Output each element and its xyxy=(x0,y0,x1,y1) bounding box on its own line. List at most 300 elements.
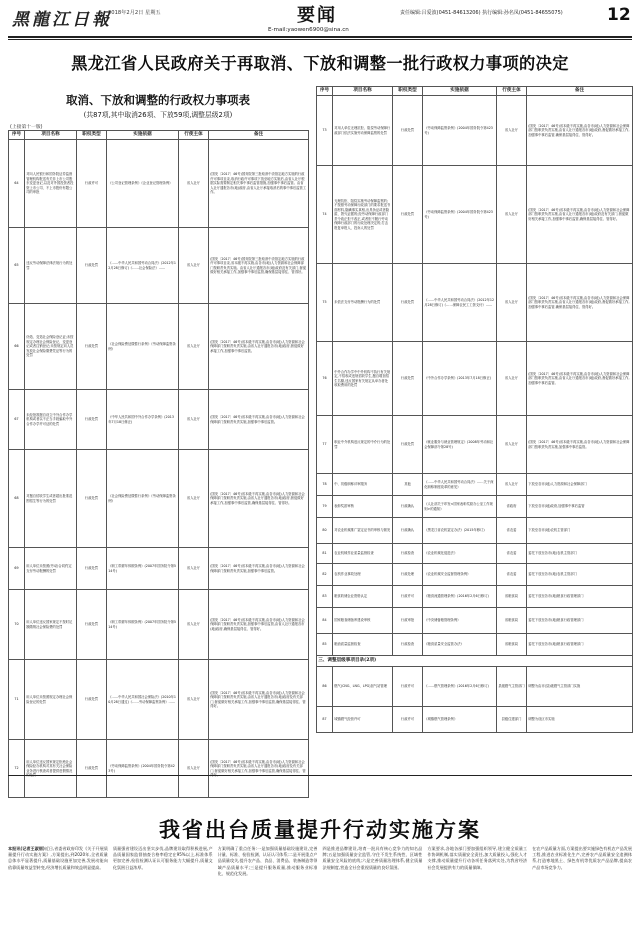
col-header-body: 行使主体 xyxy=(497,87,527,96)
item-name: 用人单位未按照规定办理社会保险登记的处罚 xyxy=(26,695,73,704)
row-number-cell xyxy=(317,707,333,733)
legal-basis: 《……中华人民共和国社会保险法》(2010年10月28日通过)《……劳动保障监察条例》…… xyxy=(108,695,177,704)
legal-basis-cell xyxy=(423,667,497,707)
row-number: 67 xyxy=(14,417,19,422)
remarks-cell xyxy=(527,667,633,707)
article-column xyxy=(532,846,632,930)
item-name: 对擅自招收学生或者超出批准范围招生等行为的处罚 xyxy=(26,494,73,503)
remarks: 委托下放至各市(地)粮食行政管理部门 xyxy=(528,618,584,623)
row-number: 83 xyxy=(322,594,327,599)
col-header-basis: 实施依据 xyxy=(107,131,179,140)
executing-body-cell xyxy=(497,96,527,166)
power-type: 行政检查 xyxy=(400,551,415,556)
power-type-cell xyxy=(393,96,423,166)
executing-body: 省农委 xyxy=(506,528,517,533)
remarks-cell xyxy=(527,166,633,264)
article-paragraph: 在农产品质量方面,方案提出要实施绿色有机农产品发展工程,推进农业标准化生产,完善农产品质量安全追溯体系,打造寒地黑土、绿色有机等优质农产品品牌,提高农产品市场竞争力。 xyxy=(532,846,632,870)
power-type-cell xyxy=(393,264,423,342)
executing-body-cell xyxy=(497,667,527,707)
table-row xyxy=(9,590,309,660)
remarks-cell xyxy=(209,548,309,590)
legal-basis-cell xyxy=(107,390,179,450)
legal-basis-cell xyxy=(107,228,179,304)
item-name: 无理抗拒、阻挠实施劳动保障监察的;不按照劳动保障行政部门的要求报送书面材料,隐瞒事实真相,出具伪证或者隐匿、毁灭证据的;经劳动保障行政部门责令改正拒不改正,或者拒不履行劳动保障行政部门的行政处理决定的;打击报复举报人、投诉人的处罚 xyxy=(334,198,391,230)
table-row xyxy=(9,228,309,304)
legal-basis-cell xyxy=(423,634,497,656)
power-type-cell xyxy=(393,608,423,634)
item-name: 用人单位未按照(劳动)合同约定支付劳动报酬的处罚 xyxy=(26,564,72,573)
executing-body-cell xyxy=(497,608,527,634)
table-header-row xyxy=(9,131,309,140)
item-name-cell xyxy=(333,608,393,634)
table-row xyxy=(317,564,633,586)
row-number-cell xyxy=(317,416,333,474)
legal-basis-cell xyxy=(423,166,497,264)
item-name-cell xyxy=(333,496,393,518)
item-name: 职业中介机构违反规定的中介行为的处罚 xyxy=(334,440,391,449)
remarks: 委托下放至各市(地)农机主管部门 xyxy=(528,551,577,556)
executing-body: 省人社厅 xyxy=(186,181,201,186)
power-type: 其他 xyxy=(404,482,411,487)
executing-body: 县级住建部门 xyxy=(501,717,522,722)
table-row xyxy=(317,474,633,496)
item-name-cell xyxy=(25,304,77,390)
power-type-cell xyxy=(393,416,423,474)
legal-basis: 《社会保险费征缴暂行条例》《劳动保障监察条例》 xyxy=(108,494,176,503)
item-name: 国家粮食储备库建设审核 xyxy=(334,618,371,623)
executing-body: 省农委 xyxy=(506,551,517,556)
legal-basis-cell xyxy=(107,304,179,390)
power-type: 行政处理 xyxy=(400,572,415,577)
legal-basis-cell xyxy=(107,590,179,660)
col-header-note: 备注 xyxy=(209,131,309,140)
legal-basis-cell xyxy=(107,548,179,590)
power-type: 行政处罚 xyxy=(400,212,415,217)
executing-body: 省人社厅 xyxy=(186,417,201,422)
power-type: 行政许可 xyxy=(400,717,415,722)
item-name: 粮油质量监督检查 xyxy=(334,642,361,647)
item-name-cell xyxy=(333,586,393,608)
row-number: 66 xyxy=(14,344,19,349)
legal-basis: 《劳动保障监察条例》(2004年国务院令第423号) xyxy=(424,210,493,219)
legal-basis-cell xyxy=(107,740,179,798)
item-name-cell xyxy=(333,342,393,416)
item-name-cell xyxy=(25,228,77,304)
row-number: 73 xyxy=(322,128,327,133)
row-number: 77 xyxy=(322,442,327,447)
row-number: 78 xyxy=(322,482,327,487)
row-number-cell xyxy=(9,140,25,228)
article-column xyxy=(218,846,318,930)
legal-basis-cell xyxy=(423,564,497,586)
executing-body: 县级燃气主管部门 xyxy=(498,684,525,689)
item-name: 用人单位违反国家规定拒绝社会保险经办机构对其有关社会保险业务进行核查或者提供虚假情况 xyxy=(26,759,73,773)
remarks-cell xyxy=(209,304,309,390)
table-row xyxy=(317,608,633,634)
table-body-right xyxy=(317,96,633,656)
power-type: 行政确认 xyxy=(400,528,415,533)
item-name: 中外合作办学中中外机构不执行有关规定,不招收或违规招收学生,擅自增加招生名额,违反国家有关规定从举办者处收取费用的处罚 xyxy=(334,369,391,387)
table-row xyxy=(317,586,633,608)
legal-basis: 《劳动保障监察条例》(2004年国务院令第423号) xyxy=(108,764,175,773)
table-row xyxy=(317,342,633,416)
item-name: 农业机械作业质量监督检查 xyxy=(334,551,374,556)
legal-basis-cell xyxy=(423,416,497,474)
remarks-cell xyxy=(209,590,309,660)
table-row xyxy=(9,450,309,548)
power-type: 行政处罚 xyxy=(84,566,99,571)
item-name-cell xyxy=(333,667,393,707)
item-name: 违反劳动保障法律法规行为的处罚 xyxy=(26,261,73,270)
row-number-cell xyxy=(317,96,333,166)
remarks: 下放至各市(地)政府,加强事中事后监管 xyxy=(528,504,585,509)
executing-body: 省人社厅 xyxy=(186,496,201,501)
row-number: 84 xyxy=(322,618,327,623)
section-email: E-mail:yaowen6900@sina.cn xyxy=(268,27,349,33)
row-number-cell xyxy=(9,390,25,450)
table-row xyxy=(9,740,309,798)
article-column xyxy=(427,846,527,930)
item-name: 伪造、变造社会保险登记证;未按规定办理社会保险登记、变更登记或者注销登记;未按规定向人员发放社会保险缴费凭证等行为的处罚 xyxy=(26,335,74,358)
legal-basis: 《……中华人民共和国劳动合同法》……关于深化职称制度改革的意见》 xyxy=(424,480,494,489)
remarks-cell xyxy=(209,740,309,798)
power-type-cell xyxy=(77,548,107,590)
executing-body-cell xyxy=(497,544,527,564)
legal-basis: 《农业机械安全监督管理条例》 xyxy=(424,572,471,577)
row-number: 70 xyxy=(14,622,19,627)
col-header-no: 序号 xyxy=(9,131,25,140)
article-paragraph: 方案明确了重点任务:一是加强质量基础设施建设,完善计量、标准、检验检测、认证认可体系;二是开展重点产品质量攻关,提升农产品、食品、消费品、装备制造等领域产品质量水平;三是提升服务质量,推动服务业标准化、规范化发展。 xyxy=(217,846,318,876)
executing-body: 省粮食局 xyxy=(504,618,519,623)
remarks: (国发〔2017〕46号)省本级不再实施,由各市(地)人力资源和社会保障部门按职责负责实施,由省人社厅通报各市(地)政府,督促做好承接工作,加强事中事后监管。 xyxy=(210,339,305,353)
executing-body: 省农委 xyxy=(506,572,517,577)
item-name-cell xyxy=(333,634,393,656)
article-title: 我省出台质量提升行动实施方案 xyxy=(159,818,481,842)
executing-body-cell xyxy=(179,548,209,590)
article-paragraph: 方案要求,各地各部门要加强组织领导,建立健全质量工作协调机制,落实质量安全责任,加大质量投入,强化人才支撑,推动质量提升行动各项任务落到实处,为我省经济社会发展提供有力的质量保障。 xyxy=(427,846,528,870)
legal-basis: 《社会保险费征缴暂行条例》《劳动保障监察条例》 xyxy=(108,342,176,351)
remarks-cell xyxy=(209,228,309,304)
executing-body-cell xyxy=(179,228,209,304)
row-number: 71 xyxy=(14,697,19,702)
row-number-cell xyxy=(317,667,333,707)
item-name-cell xyxy=(333,707,393,733)
table-row xyxy=(317,416,633,474)
row-number: 64 xyxy=(14,181,19,186)
remarks-cell xyxy=(527,707,633,733)
remarks-cell xyxy=(527,586,633,608)
legal-basis-cell xyxy=(107,140,179,228)
col-header-note: 备注 xyxy=(527,87,633,96)
row-number-cell xyxy=(317,496,333,518)
item-name: 对农业机械推广鉴定证书的审核与颁发 xyxy=(334,528,391,533)
item-name-cell xyxy=(333,474,393,496)
row-number-cell xyxy=(317,342,333,416)
executing-body: 省人社厅 xyxy=(186,344,201,349)
power-type-cell xyxy=(393,166,423,264)
remarks-cell xyxy=(527,96,633,166)
remarks-cell xyxy=(209,450,309,548)
article-body xyxy=(8,846,632,930)
article-column xyxy=(8,846,108,930)
power-type-cell xyxy=(393,474,423,496)
power-items-table-left xyxy=(8,130,309,798)
row-number-cell xyxy=(9,228,25,304)
power-type-cell xyxy=(393,667,423,707)
remarks: (国发〔2017〕46号)省本级不再实施,由各市(地)人力资源和社会保障部门按职责负责实施,由省人社厅通报各市(地)政府及有关部门,督促做好相关承接工作,加强事中事后监管,确保基层接得住、管得好。 xyxy=(528,207,630,221)
row-number: 74 xyxy=(322,212,327,217)
legal-basis: 《黑龙江省农机鉴定办法》(2015年修订) xyxy=(424,528,485,533)
remarks: (国发〔2017〕46号)国务院第三批取消中央指定地方实施的行政许可事项目录,取消行政许可事项下放至地方实施后,由省人社厅根据实际需要制定相关事中事后监管措施,加强事中事后监管。由省人社厅通报各市(地)政府,由省人社厅承接取消后的事中事后监管工作。 xyxy=(210,172,307,195)
article-paragraph: 质量强省建设迈出坚实步伐,品牌建设取得积极进展,产品质量国家监督抽查合格率稳定在95%以上,标准体系更加完善,检验检测认证认可服务能力大幅提升,质量文化氛围日益浓厚。 xyxy=(112,846,213,870)
legal-basis: 《中华人民共和国中外合作办学条例》(2013年7月18日修正) xyxy=(108,415,174,424)
power-type-cell xyxy=(393,544,423,564)
item-name-cell xyxy=(25,660,77,740)
legal-basis: 《……中华人民共和国劳动合同法》(2012年12月28日修订)《……保障农民工工资支付》…… xyxy=(424,298,495,307)
item-name: 未经批准擅自设立中外合作办学机构或者以不正当手段骗取中外合作办学许可证的处罚 xyxy=(26,412,73,426)
executing-body: 省人社厅 xyxy=(504,482,519,487)
executing-body-cell xyxy=(497,564,527,586)
article-column xyxy=(322,846,422,930)
power-type-cell xyxy=(77,228,107,304)
remarks: 下放至各市(地)农机主管部门 xyxy=(528,528,571,533)
col-header-body: 行使主体 xyxy=(179,131,209,140)
power-type: 行政处罚 xyxy=(400,300,415,305)
row-number: 87 xyxy=(322,717,327,722)
power-type: 行政处罚 xyxy=(84,417,99,422)
item-name-cell xyxy=(333,544,393,564)
remarks: 委托下放至各市(地)农机主管部门 xyxy=(528,572,577,577)
continuation-note: (上接第十一版) xyxy=(10,125,43,130)
item-name-cell xyxy=(333,416,393,474)
executing-body-cell xyxy=(179,390,209,450)
row-number-cell xyxy=(317,608,333,634)
table-row xyxy=(9,140,309,228)
legal-basis: 《就业服务与就业管理规定》(2008年劳动和社会保障部令第28号) xyxy=(424,440,494,449)
remarks: (国发〔2017〕46号)省本级不再实施,由各市(地)人力资源和社会保障部门按职责负责实施,加强事中事后监管,由省人社厅通报各市(地)政府,确保基层接得住、管得好。 xyxy=(210,617,305,631)
table-row xyxy=(317,96,633,166)
legal-basis: 《中央储备粮管理条例》 xyxy=(424,618,461,623)
remarks: (国发〔2017〕46号)省本级不再实施,由各市(地)人力资源和社会保障部门按职责负责实施,加强事中事后监管。 xyxy=(528,440,630,449)
remarks: 委托下放至各市(地)粮食行政管理部门 xyxy=(528,642,584,647)
remarks-cell xyxy=(527,544,633,564)
col-header-name: 项目名称 xyxy=(25,131,77,140)
item-name: 粮食收储企业资格认定 xyxy=(334,594,368,599)
power-type-cell xyxy=(393,518,423,544)
masthead-rule-thin xyxy=(8,39,632,40)
table-body-adjust xyxy=(317,667,633,733)
row-number: 81 xyxy=(322,551,327,556)
power-items-table-right xyxy=(316,86,633,733)
col-header-name: 项目名称 xyxy=(333,87,393,96)
section3-heading xyxy=(317,656,633,667)
table-row xyxy=(9,390,309,450)
row-number-cell xyxy=(9,548,25,590)
executing-body: 省人社厅 xyxy=(186,622,201,627)
executing-body-cell xyxy=(497,342,527,416)
power-type-cell xyxy=(393,342,423,416)
item-name: 燃气(CNG、LNG、LPG)加气站管理 xyxy=(334,684,387,689)
item-name-cell xyxy=(333,518,393,544)
executing-body: 省人社厅 xyxy=(504,212,519,217)
table-row xyxy=(9,660,309,740)
executing-body: 省人社厅 xyxy=(186,566,201,571)
row-number-cell xyxy=(9,304,25,390)
section3-label: 三、调整层级事项目录(2项) xyxy=(317,656,633,667)
row-number-cell xyxy=(9,590,25,660)
legal-basis-cell xyxy=(423,544,497,564)
power-type: 行政处罚 xyxy=(84,344,99,349)
row-number: 68 xyxy=(14,496,19,501)
item-name-cell xyxy=(333,166,393,264)
power-type: 行政处罚 xyxy=(400,442,415,447)
legal-basis: 《中外合作办学条例》(2013年7月18日修正) xyxy=(424,376,491,381)
row-number-cell xyxy=(317,564,333,586)
executing-body: 省政府 xyxy=(506,504,517,509)
power-type: 行政许可 xyxy=(400,684,415,689)
row-number-cell xyxy=(317,264,333,342)
row-number-cell xyxy=(9,740,25,798)
legal-basis: 《职工带薪年休假条例》(2007年国务院令第514号) xyxy=(108,620,177,629)
row-number: 75 xyxy=(322,300,327,305)
table-row xyxy=(317,634,633,656)
row-number: 79 xyxy=(322,504,327,509)
executing-body: 省人社厅 xyxy=(186,263,201,268)
remarks: 调整为由市(县)级燃气主管部门实施 xyxy=(528,684,581,689)
executing-body-cell xyxy=(497,166,527,264)
col-header-basis: 实施依据 xyxy=(423,87,497,96)
legal-basis-cell xyxy=(423,96,497,166)
power-type: 行政处罚 xyxy=(84,766,99,771)
item-name: 表彰奖励审核 xyxy=(334,504,354,509)
table-header-row xyxy=(317,87,633,96)
power-type: 行政检查 xyxy=(400,642,415,647)
masthead-rule xyxy=(8,36,632,38)
item-name-cell xyxy=(25,590,77,660)
power-type-cell xyxy=(77,140,107,228)
remarks: (国发〔2017〕46号)省本级不再实施,由各市(地)人力资源和社会保障部门按职责负责实施,由省人社厅通报各市(地)政府,督促做好承接工作,加强事中事后监管,确保基层接得住、管得好。 xyxy=(528,123,630,137)
item-name-cell xyxy=(25,548,77,590)
remarks-cell xyxy=(527,496,633,518)
power-type-cell xyxy=(77,304,107,390)
item-name-cell xyxy=(25,740,77,798)
power-type-cell xyxy=(393,564,423,586)
list-subtitle: (共87项,其中取消26项、下放59项,调整层级2项) xyxy=(83,111,233,119)
table-row xyxy=(317,707,633,733)
legal-basis: 《公司登记管理条例》《企业登记管理条例》 xyxy=(108,181,173,186)
remarks: (国发〔2017〕46号)省本级不再实施,由各市(地)人力资源和社会保障部门按职责负责实施,由省人社厅通报各市(地)政府及有关部门,督促做好相关承接工作,加强事中事后监管,确保基层接得住、管 xyxy=(210,759,306,773)
remarks: (国发〔2017〕46号)省本级不再实施,由各市(地)人力资源和社会保障部门按职责负责实施,由省人社厅通报各市(地)政府,督促做好承接工作,加强事中事后监管,确保基层接得住、管得好。 xyxy=(528,295,630,309)
table-row xyxy=(9,304,309,390)
legal-basis-cell xyxy=(423,586,497,608)
remarks-cell xyxy=(527,518,633,544)
legal-basis-cell xyxy=(423,496,497,518)
col-header-no: 序号 xyxy=(317,87,333,96)
executing-body-cell xyxy=(497,416,527,474)
item-name-cell xyxy=(25,140,77,228)
executing-body-cell xyxy=(497,518,527,544)
article-paragraph: 近日,省委省政府印发《关于开展质量提升行动实施方案》,方案提出,到2020年,全省质量总体水平显著提升,质量基础设施更加完善,发展动能向依靠质量效益型转变,经济增长质量和效益明显提高。 xyxy=(8,846,108,870)
legal-basis: 《城镇燃气管理条例》 xyxy=(424,717,458,722)
legal-basis: 《……燃气管理条例》(2016年2月6日修订) xyxy=(424,684,489,689)
remarks: (国发〔2017〕46号)省本级不再实施,由各市(地)人力资源和社会保障部门按职责负责实施,由省人社厅通报各市(地)政府,督促做好承接工作,加强事中事后监管,确保基层接得住、管得好。 xyxy=(210,491,305,505)
power-type: 行政确认 xyxy=(400,504,415,509)
article-column xyxy=(113,846,213,930)
legal-basis: 《劳动保障监察条例》(2004年国务院令第423号) xyxy=(424,126,493,135)
item-name: 对向人民银行和国务院证券监督管理机构报送有关非上市公司股东变更登记,以及对外国投资者投资上市公司、不上市股份有限公司的审批 xyxy=(26,172,74,195)
section-name: 要闻 xyxy=(297,5,337,26)
remarks-cell xyxy=(527,634,633,656)
row-number: 65 xyxy=(14,263,19,268)
item-name-cell xyxy=(25,390,77,450)
row-number-cell xyxy=(317,166,333,264)
power-type-cell xyxy=(393,496,423,518)
legal-basis-cell xyxy=(423,707,497,733)
power-type-cell xyxy=(77,740,107,798)
table-row xyxy=(317,264,633,342)
executing-body-cell xyxy=(497,707,527,733)
row-number: 80 xyxy=(322,528,327,533)
item-name-cell xyxy=(25,450,77,548)
executing-body-cell xyxy=(179,590,209,660)
power-type: 行政处罚 xyxy=(84,496,99,501)
row-number-cell xyxy=(317,518,333,544)
power-type: 行政处罚 xyxy=(84,622,99,627)
row-number-cell xyxy=(9,660,25,740)
remarks-cell xyxy=(209,660,309,740)
row-number-cell xyxy=(317,474,333,496)
table-row xyxy=(317,667,633,707)
legal-basis: 《粮食流通管理条例》(2016年2月6日修订) xyxy=(424,594,489,599)
executing-body-cell xyxy=(179,740,209,798)
executing-body: 省人社厅 xyxy=(186,766,201,771)
power-type-cell xyxy=(77,390,107,450)
legal-basis: 《……中华人民共和国劳动合同法》(2012年12月28日修订)《……社会保险法》…… xyxy=(108,261,177,270)
remarks-cell xyxy=(527,608,633,634)
power-type-cell xyxy=(393,707,423,733)
remarks: 调整为设区市实施 xyxy=(528,717,555,722)
executing-body: 省人社厅 xyxy=(504,128,519,133)
remarks: (国发〔2017〕46号)省本级不再实施,由各市(地)人力资源和社会保障部门按职责负责实施,由省人社厅通报各市(地)政府及有关部门,督促做好相关承接工作,加强事中事后监管,确保基层接得住、管得好。 xyxy=(210,690,306,708)
executing-body: 省粮食局 xyxy=(504,642,519,647)
article-paragraph: 四是推进品牌建设,培育一批具有核心竞争力的知名品牌;五是加强质量安全监管,守住不发生系统性、区域性质量安全风险的底线;六是完善质量治理体系,健全质量法规制度,营造全社会重视质量的良好氛围。 xyxy=(322,846,423,870)
remarks: (国发〔2017〕46号)省本级不再实施,由各市(地)人力资源和社会保障部门按职责负责实施,加强事中事后监管。 xyxy=(210,415,305,424)
power-type-cell xyxy=(77,590,107,660)
row-number: 82 xyxy=(322,572,327,577)
section-row xyxy=(317,656,633,667)
power-type-cell xyxy=(77,450,107,548)
row-number: 72 xyxy=(14,766,19,771)
article-divider xyxy=(8,775,632,776)
item-name: 对用人单位无理抗拒、阻挠劳动保障行政部门依法实施劳动保障监察的处罚 xyxy=(334,126,391,135)
remarks: (国发〔2017〕46号)省本级不再实施,由各市(地)人力资源和社会保障部门按职责负责实施,加强事中事后监管。 xyxy=(210,564,305,573)
power-type: 行政处罚 xyxy=(400,128,415,133)
power-type: 行政处罚 xyxy=(400,376,415,381)
item-name: 未依法支付劳动报酬行为的处罚 xyxy=(334,300,381,305)
remarks-cell xyxy=(527,416,633,474)
remarks-cell xyxy=(527,474,633,496)
masthead xyxy=(0,0,640,44)
remarks-cell xyxy=(527,342,633,416)
executing-body-cell xyxy=(179,304,209,390)
item-name: 用人单位违反国家规定不按时足额缴纳社会保险费的处罚 xyxy=(26,620,73,629)
power-type: 行政处罚 xyxy=(84,263,99,268)
row-number: 76 xyxy=(322,376,327,381)
remarks-cell xyxy=(527,264,633,342)
row-number: 85 xyxy=(322,642,327,647)
power-type-cell xyxy=(77,660,107,740)
executing-body-cell xyxy=(179,660,209,740)
